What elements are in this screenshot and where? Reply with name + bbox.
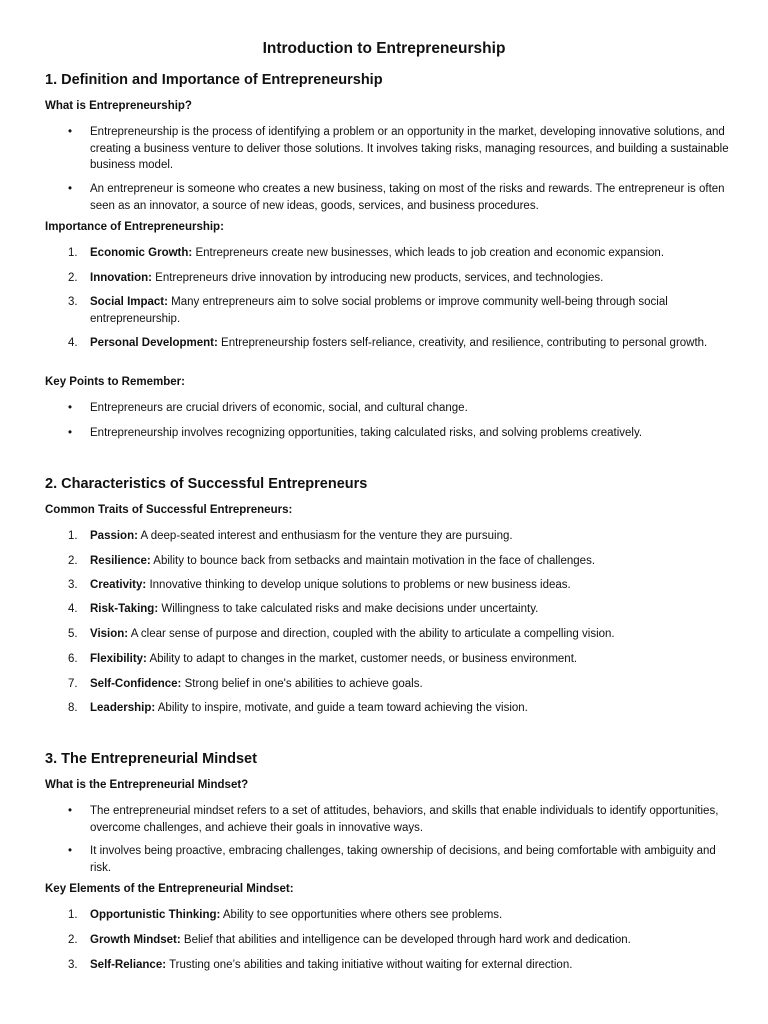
list-item xyxy=(68,400,730,417)
list-item-text: Many entrepreneurs aim to solve social problems or improve community well-being through social entrepreneurship. xyxy=(90,296,668,325)
list-item xyxy=(68,294,730,327)
list-item-text: Entrepreneurs drive innovation by introducing new products, services, and technologies. xyxy=(155,272,604,284)
list-item-text: Entrepreneurship is the process of identifying a problem or an opportunity in the market, developing innovative solutions, and creating a business venture to deliver those solutions. It involves taking risks, managing resources, and building a sustainable business model. xyxy=(90,126,729,171)
list-item-text: Entrepreneurship fosters self-reliance, creativity, and resilience, contributing to personal growth. xyxy=(221,337,708,349)
list-item-term: Social Impact: xyxy=(90,296,168,308)
list-number: 4. xyxy=(68,603,78,615)
list-item xyxy=(68,270,730,287)
subsection-label: Common Traits of Successful Entrepreneurs: xyxy=(45,504,293,516)
list-item-term: Economic Growth: xyxy=(90,247,193,259)
list-item xyxy=(68,651,730,668)
list-item-text: Strong belief in one's abilities to achieve goals. xyxy=(184,678,423,690)
bullet-marker: • xyxy=(68,805,73,817)
list-number: 1. xyxy=(68,247,78,259)
subsection-label: Importance of Entrepreneurship: xyxy=(45,221,224,233)
bullet-marker: • xyxy=(68,126,73,138)
list-item-text: Ability to inspire, motivate, and guide a team toward achieving the vision. xyxy=(157,702,528,714)
list-item xyxy=(68,245,730,262)
list-item-term: Flexibility: xyxy=(90,653,147,665)
list-item-text: Willingness to take calculated risks and make decisions under uncertainty. xyxy=(161,603,539,615)
list-item xyxy=(68,601,730,618)
list-item xyxy=(68,932,730,949)
list-item-text: Ability to adapt to changes in the market, customer needs, or business environment. xyxy=(149,653,578,665)
list-item-term: Personal Development: xyxy=(90,337,218,349)
list-item-text: Entrepreneurs create new businesses, which leads to job creation and economic expansion. xyxy=(195,247,665,259)
list-item xyxy=(68,843,730,876)
list-item-term: Innovation: xyxy=(90,272,152,284)
list-item-text: A clear sense of purpose and direction, coupled with the ability to articulate a compelling vision. xyxy=(130,628,615,640)
list-item-text: Innovative thinking to develop unique solutions to problems or new business ideas. xyxy=(149,579,571,591)
list-item-text: Ability to bounce back from setbacks and maintain motivation in the face of challenges. xyxy=(153,555,596,567)
list-item-text: Entrepreneurship involves recognizing opportunities, taking calculated risks, and solving problems creatively. xyxy=(90,427,643,439)
list-number: 3. xyxy=(68,579,78,591)
list-item xyxy=(68,124,730,174)
list-number: 2. xyxy=(68,934,78,946)
list-number: 1. xyxy=(68,909,78,921)
list-number: 8. xyxy=(68,702,78,714)
subsection-label: What is the Entrepreneurial Mindset? xyxy=(45,779,249,791)
list-item-term: Opportunistic Thinking: xyxy=(90,909,221,921)
list-number: 2. xyxy=(68,555,78,567)
list-item-text: Entrepreneurs are crucial drivers of economic, social, and cultural change. xyxy=(90,402,468,414)
list-item-text: A deep-seated interest and enthusiasm for the venture they are pursuing. xyxy=(140,530,513,542)
list-item xyxy=(68,803,730,836)
list-item xyxy=(68,335,730,352)
list-item-text: Trusting one’s abilities and taking initiative without waiting for external direction. xyxy=(169,959,573,971)
list-number: 3. xyxy=(68,296,78,308)
list-item xyxy=(68,626,730,643)
list-number: 7. xyxy=(68,678,78,690)
bullet-marker: • xyxy=(68,402,73,414)
bullet-marker: • xyxy=(68,845,73,857)
subsection-label: What is Entrepreneurship? xyxy=(45,100,192,112)
list-item xyxy=(68,528,730,545)
list-item xyxy=(68,700,730,717)
list-item-text: An entrepreneur is someone who creates a new business, taking on most of the risks and rewards. The entrepreneur is often seen as an innovator, a source of new ideas, goods, services, and business procedures. xyxy=(90,183,725,212)
list-item xyxy=(68,676,730,693)
list-item xyxy=(68,425,730,442)
section-heading: 3. The Entrepreneurial Mindset xyxy=(45,751,257,767)
bullet-marker: • xyxy=(68,183,73,195)
list-item xyxy=(68,957,730,974)
list-item-term: Self-Reliance: xyxy=(90,959,167,971)
list-number: 1. xyxy=(68,530,78,542)
list-number: 4. xyxy=(68,337,78,349)
list-item-term: Creativity: xyxy=(90,579,147,591)
list-number: 5. xyxy=(68,628,78,640)
subsection-label: Key Elements of the Entrepreneurial Mindset: xyxy=(45,883,294,895)
list-item-term: Leadership: xyxy=(90,702,156,714)
list-item-term: Resilience: xyxy=(90,555,151,567)
list-item-text: The entrepreneurial mindset refers to a set of attitudes, behaviors, and skills that enable individuals to identify opportunities, overcome challenges, and achieve their goals in innovative ways. xyxy=(90,805,719,834)
list-item xyxy=(68,907,730,924)
list-item-term: Passion: xyxy=(90,530,138,542)
list-item-text: It involves being proactive, embracing challenges, taking ownership of decisions, and being comfortable with ambiguity and risk. xyxy=(90,845,716,874)
list-item-term: Self-Confidence: xyxy=(90,678,182,690)
list-item-term: Vision: xyxy=(90,628,129,640)
list-number: 3. xyxy=(68,959,78,971)
section-heading: 2. Characteristics of Successful Entrepreneurs xyxy=(45,476,368,492)
list-item-text: Belief that abilities and intelligence can be developed through hard work and dedication. xyxy=(183,934,631,946)
bullet-marker: • xyxy=(68,427,73,439)
list-item xyxy=(68,553,730,570)
list-item-term: Growth Mindset: xyxy=(90,934,181,946)
list-item xyxy=(68,577,730,594)
section-heading: 1. Definition and Importance of Entrepreneurship xyxy=(45,72,383,88)
list-item-text: Ability to see opportunities where others see problems. xyxy=(222,909,503,921)
list-number: 2. xyxy=(68,272,78,284)
subsection-label: Key Points to Remember: xyxy=(45,376,185,388)
list-item-term: Risk-Taking: xyxy=(90,603,159,615)
list-number: 6. xyxy=(68,653,78,665)
document-title: Introduction to Entrepreneurship xyxy=(262,40,506,57)
list-item xyxy=(68,181,730,214)
